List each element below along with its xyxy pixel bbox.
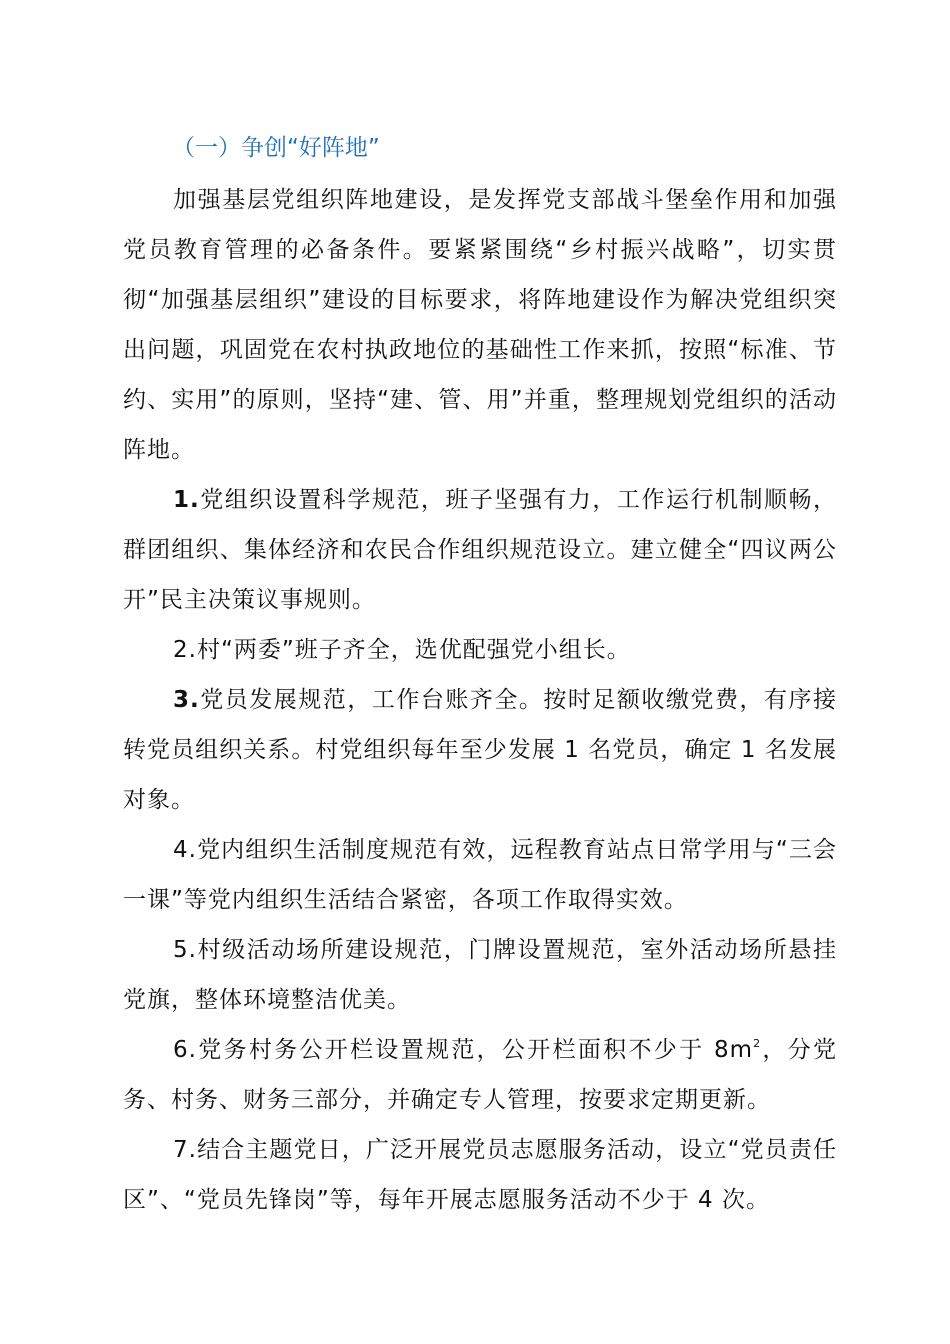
item-5-paragraph: [123, 925, 837, 1025]
item-1-paragraph: [123, 475, 837, 625]
item-3-paragraph: [123, 675, 837, 825]
item-7-number: 7.: [173, 1137, 197, 1163]
item-6-text-before: 党务村务公开栏设置规范，公开栏面积不少于 8m: [196, 1037, 754, 1063]
item-4-paragraph: [123, 825, 837, 925]
item-1-number: 1.: [173, 487, 200, 513]
item-3-text: 党员发展规范，工作台账齐全。按时足额收缴党费，有序接转党员组织关系。村党组织每年至少发展 1 名党员，确定 1 名发展对象。: [123, 687, 837, 813]
item-4-text: 党内组织生活制度规范有效，远程教育站点日常学用与“三会一课”等党内组织生活结合紧密，各项工作取得实效。: [123, 837, 837, 913]
intro-paragraph: 加强基层党组织阵地建设，是发挥党支部战斗堡垒作用和加强党员教育管理的必备条件。要紧紧围绕“乡村振兴战略”，切实贯彻“加强基层组织”建设的目标要求，将阵地建设作为解决党组织突出问题，巩固党在农村执政地位的基础性工作来抓，按照“标准、节约、实用”的原则，坚持“建、管、用”并重，整理规划党组织的活动阵地。: [123, 187, 837, 463]
item-2-text: 村“两委”班子齐全，选优配强党小组长。: [196, 637, 631, 663]
item-7-text: 结合主题党日，广泛开展党员志愿服务活动，设立“党员责任区”、“党员先锋岗”等，每年开展志愿服务活动不少于 4 次。: [123, 1137, 837, 1213]
item-6-text-after: ，分党务、村务、财务三部分，并确定专人管理，按要求定期更新。: [123, 1037, 838, 1113]
item-3-number: 3.: [173, 687, 200, 713]
item-4-number: 4.: [173, 837, 197, 863]
item-1-text: 党组织设置科学规范，班子坚强有力，工作运行机制顺畅，群团组织、集体经济和农民合作组织规范设立。建立健全“四议两公开”民主决策议事规则。: [123, 487, 837, 613]
item-6-superscript: 2: [753, 1037, 762, 1050]
item-6-paragraph: [123, 1025, 837, 1125]
section-heading: （一）争创“好阵地”: [172, 135, 380, 161]
item-2-paragraph: [123, 625, 837, 675]
item-5-number: 5.: [173, 937, 197, 963]
item-7-paragraph: [123, 1125, 837, 1225]
item-2-number: 2.: [173, 637, 197, 663]
item-6-number: 6.: [173, 1037, 197, 1063]
item-5-text: 村级活动场所建设规范，门牌设置规范，室外活动场所悬挂党旗，整体环境整洁优美。: [123, 937, 837, 1013]
